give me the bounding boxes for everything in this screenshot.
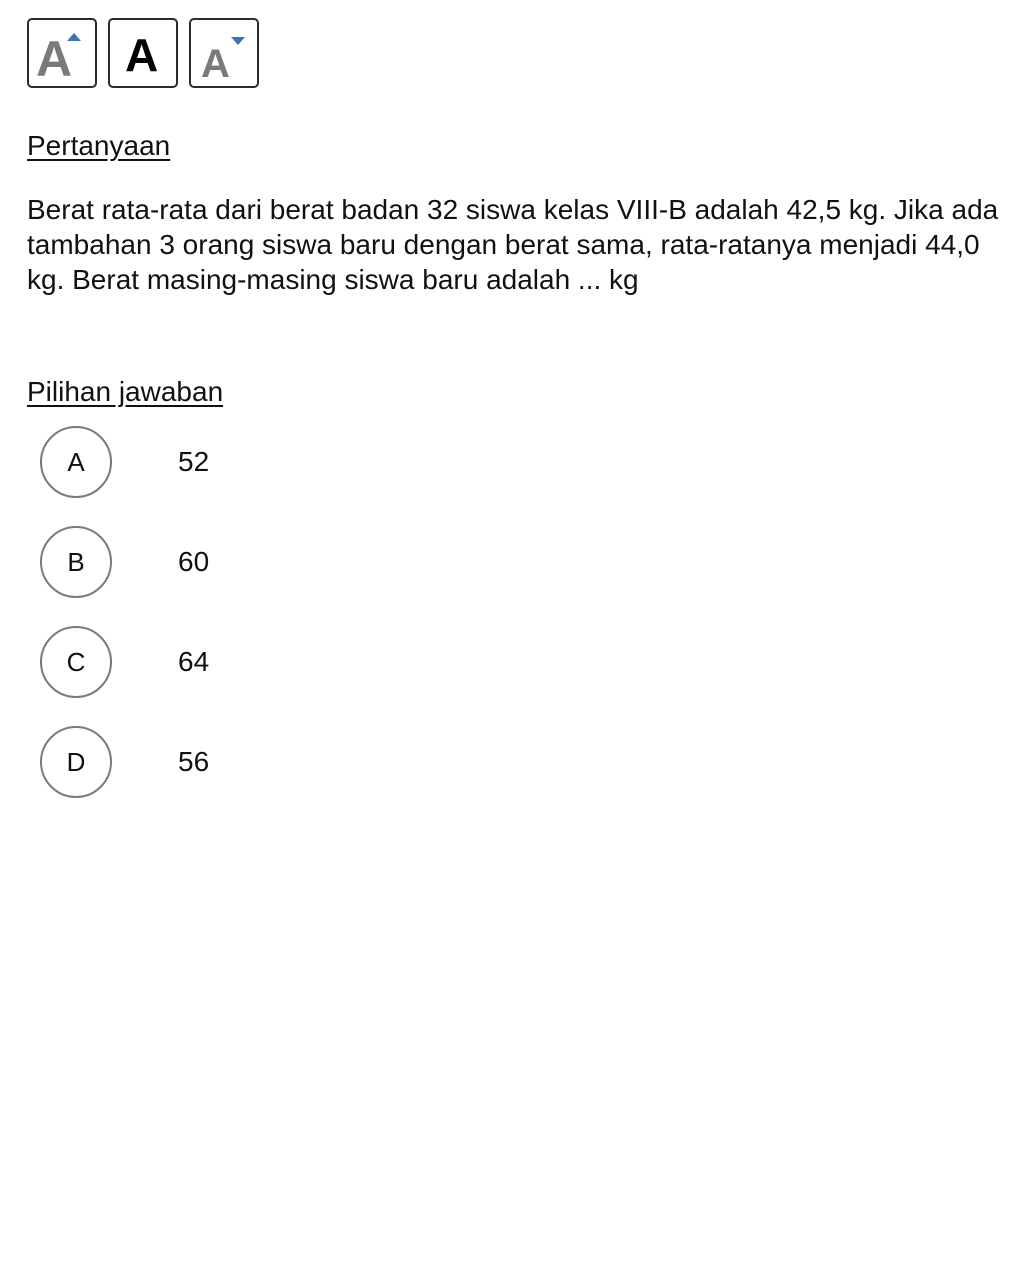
answer-option-value: 56 <box>178 746 210 777</box>
answer-option-letter[interactable]: D <box>40 726 112 798</box>
arrow-down-icon <box>231 37 245 45</box>
answer-option-b[interactable] <box>40 526 210 598</box>
question-heading: Pertanyaan <box>27 130 171 161</box>
answer-option-d[interactable] <box>40 726 210 798</box>
answer-option-a[interactable] <box>40 426 210 498</box>
font-increase-icon: A <box>36 31 73 87</box>
answer-option-letter[interactable]: B <box>40 526 112 598</box>
font-normal-icon: A <box>125 29 159 81</box>
answer-option-letter[interactable]: A <box>40 426 112 498</box>
font-decrease-icon: A <box>201 42 230 86</box>
font-size-controls <box>27 18 259 88</box>
font-normal-button[interactable] <box>108 18 178 88</box>
answer-option-value: 52 <box>178 446 210 477</box>
font-increase-button[interactable] <box>27 18 97 88</box>
question-text: Berat rata-rata dari berat badan 32 siswa kelas VIII-B adalah 42,5 kg. Jika ada tambahan 3 orang siswa baru dengan berat sama, rata-ratanya menjadi 44,0 kg. Berat masing-masing siswa baru adalah ... kg <box>27 194 999 295</box>
answer-option-value: 64 <box>178 646 210 677</box>
arrow-up-icon <box>67 33 81 41</box>
answer-option-c[interactable] <box>40 626 210 698</box>
answer-option-letter[interactable]: C <box>40 626 112 698</box>
font-decrease-button[interactable] <box>189 18 259 88</box>
answer-choices-heading: Pilihan jawaban <box>27 376 224 407</box>
answer-option-value: 60 <box>178 546 210 577</box>
